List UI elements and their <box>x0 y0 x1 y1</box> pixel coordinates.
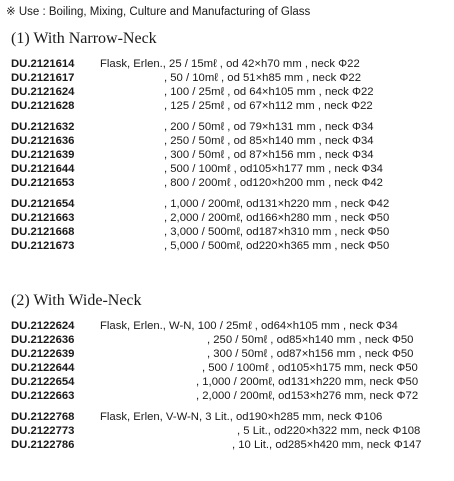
section-title-wide-neck: (2) With Wide-Neck <box>11 292 142 309</box>
product-description: , 300 / 50mℓ , od87×h156 mm , neck Φ50 <box>207 348 414 360</box>
product-description: , 1,000 / 200mℓ, od131×h220 mm, neck Φ50 <box>196 376 419 388</box>
product-code: DU.2122654 <box>11 376 75 388</box>
product-description: , 125 / 25mℓ , od 67×h112 mm , neck Φ22 <box>164 100 373 112</box>
product-code: DU.2121632 <box>11 121 75 133</box>
product-description: , 5 Lit., od220×h322 mm, neck Φ108 <box>237 425 421 437</box>
product-code: DU.2122663 <box>11 390 75 402</box>
product-description: , 500 / 100mℓ , od105×h175 mm, neck Φ50 <box>202 362 418 374</box>
product-description: , 1,000 / 200mℓ, od131×h220 mm , neck Φ42 <box>164 198 390 210</box>
product-description: , 2,000 / 200mℓ, od166×h280 mm , neck Φ50 <box>164 212 390 224</box>
product-description: , 2,000 / 200mℓ, od153×h276 mm, neck Φ72 <box>196 390 419 402</box>
product-code: DU.2121639 <box>11 149 75 161</box>
product-code: DU.2121636 <box>11 135 75 147</box>
product-description: , 5,000 / 500mℓ, od220×h365 mm , neck Φ50 <box>164 240 390 252</box>
product-code: DU.2121663 <box>11 212 75 224</box>
product-code: DU.2122639 <box>11 348 75 360</box>
product-description: , 100 / 25mℓ , od 64×h105 mm , neck Φ22 <box>164 86 374 98</box>
product-code: DU.2122636 <box>11 334 75 346</box>
product-code: DU.2121673 <box>11 240 75 252</box>
product-description: , 250 / 50mℓ , od 85×h140 mm , neck Φ34 <box>164 135 374 147</box>
product-description: , 3,000 / 500mℓ, od187×h310 mm , neck Φ50 <box>164 226 390 238</box>
product-code: DU.2121668 <box>11 226 75 238</box>
product-description: , 10 Lit., od285×h420 mm, neck Φ147 <box>232 439 422 451</box>
product-code: DU.2121614 <box>11 58 75 70</box>
product-code: DU.2122786 <box>11 439 75 451</box>
product-description: Flask, Erlen., W-N, 100 / 25mℓ , od64×h105 mm , neck Φ34 <box>100 320 398 332</box>
product-description: , 800 / 200mℓ , od120×h200 mm , neck Φ42 <box>164 177 383 189</box>
product-code: DU.2121624 <box>11 86 75 98</box>
product-description: , 500 / 100mℓ , od105×h177 mm , neck Φ34 <box>164 163 383 175</box>
product-description: Flask, Erlen., 25 / 15mℓ , od 42×h70 mm , neck Φ22 <box>100 58 360 70</box>
product-description: , 250 / 50mℓ , od85×h140 mm , neck Φ50 <box>207 334 414 346</box>
product-code: DU.2121653 <box>11 177 75 189</box>
product-description: , 50 / 10mℓ , od 51×h85 mm , neck Φ22 <box>164 72 361 84</box>
use-line: ※ Use : Boiling, Mixing, Culture and Manufacturing of Glass <box>6 6 311 18</box>
product-code: DU.2122644 <box>11 362 75 374</box>
section-title-narrow-neck: (1) With Narrow-Neck <box>11 30 157 47</box>
product-code: DU.2121644 <box>11 163 75 175</box>
product-code: DU.2122773 <box>11 425 75 437</box>
product-code: DU.2122624 <box>11 320 75 332</box>
product-description: , 300 / 50mℓ , od 87×h156 mm , neck Φ34 <box>164 149 374 161</box>
product-code: DU.2121617 <box>11 72 75 84</box>
product-code: DU.2122768 <box>11 411 75 423</box>
product-code: DU.2121654 <box>11 198 75 210</box>
product-code: DU.2121628 <box>11 100 75 112</box>
product-description: , 200 / 50mℓ , od 79×h131 mm , neck Φ34 <box>164 121 374 133</box>
product-description: Flask, Erlen, V-W-N, 3 Lit., od190×h285 mm, neck Φ106 <box>100 411 383 423</box>
